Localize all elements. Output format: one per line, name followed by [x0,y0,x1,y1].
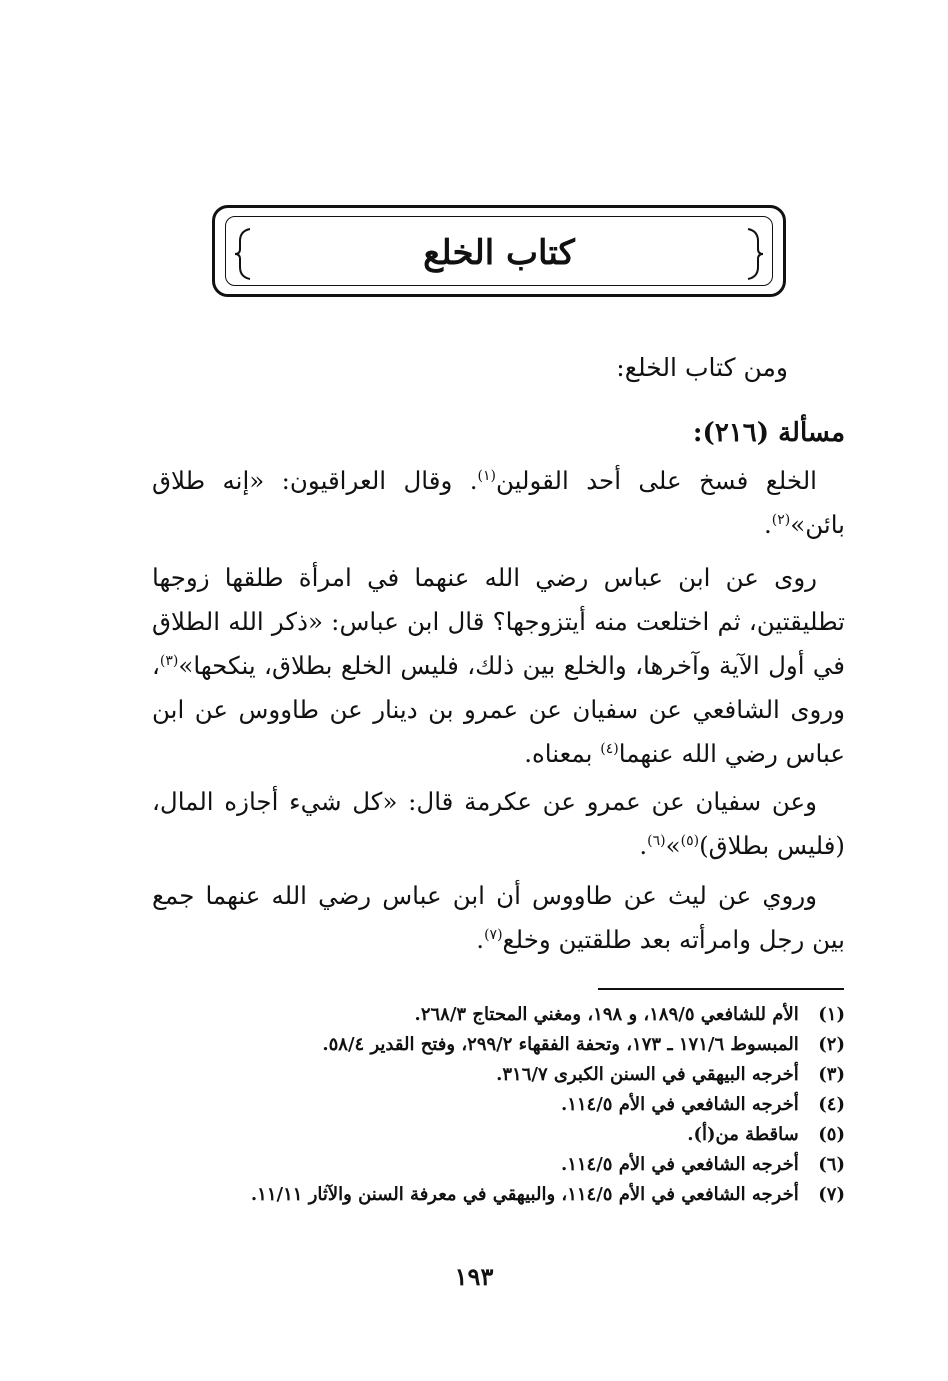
chapter-title-frame [212,205,786,297]
footnote-text: أخرجه الشافعي في الأم ١١٤/٥. [560,1154,799,1175]
footnote [150,1000,845,1030]
footnote-separator [598,988,844,990]
text-run: . [639,831,648,860]
footnote-number: (٢) [818,1034,845,1055]
footnote [150,1120,845,1150]
footnotes-list [150,1000,845,1210]
footnote-number: (٧) [818,1184,845,1205]
text-run: وروي عن ليث عن طاووس أن ابن عباس رضي الله عنهما جمع بين رجل وامرأته بعد طلقتين وخلع [152,881,845,954]
footnote [150,1030,845,1060]
footnote-ref: (٣) [159,652,179,669]
footnote-text: الأم للشافعي ١٨٩/٥، و ١٩٨، ومغني المحتاج ٢٦٨/٣. [414,1004,799,1025]
paragraph-2 [152,556,845,776]
footnote-text: أخرجه البيهقي في السنن الكبرى ٣١٦/٧. [496,1064,799,1085]
footnote-ref: (٤) [600,740,619,757]
footnote [150,1060,845,1090]
text-run: وعن سفيان عن عمرو عن عكرمة قال: «كل شيء أجازه المال، (فليس بطلاق) [152,787,845,860]
footnote-ref: (٧) [484,926,503,943]
text-run: » [665,831,681,860]
footnote-text: المبسوط ١٧١/٦ ـ ١٧٣، وتحفة الفقهاء ٢٩٩/٢، وفتح القدير ٥٨/٤. [322,1034,799,1055]
masala-heading: مسألة (٢١٦): [692,418,845,448]
paragraph-3 [152,780,845,868]
footnote-ref: (٢) [771,511,791,528]
page-number: ١٩٣ [454,1262,494,1291]
footnote-number: (٥) [818,1124,845,1145]
footnote-number: (١) [818,1004,845,1025]
footnote [150,1090,845,1120]
text-run: الخلع فسخ على أحد القولين [495,466,817,495]
section-intro: ومن كتاب الخلع: [616,353,788,382]
footnote [150,1150,845,1180]
text-run: بمعناه. [524,739,601,768]
text-run: . [763,510,772,539]
footnote-number: (٤) [818,1094,845,1115]
text-run: . وقال العراقيون: «إنه طلاق بائن» [152,466,845,539]
footnote [150,1180,845,1210]
text-run: ، وروى الشافعي عن سفيان عن عمرو بن دينار عن طاووس عن ابن عباس رضي الله عنهما [152,651,845,768]
text-run: روى عن ابن عباس رضي الله عنهما في امرأة طلقها زوجها تطليقتين، ثم اختلعت منه أيتزوجها؟ قال ابن عباس: «ذكر الله الطلاق في أول الآية وآخرها، والخلع بين ذلك، فليس الخلع بطلاق، ينكحها» [152,563,845,680]
footnote-number: (٣) [818,1064,845,1085]
footnote-ref: (٥) [680,832,700,849]
footnote-text: أخرجه الشافعي في الأم ١١٤/٥. [560,1094,799,1115]
footnote-ref: (٦) [647,832,666,849]
footnote-ref: (١) [477,467,496,484]
footnote-text: أخرجه الشافعي في الأم ١١٤/٥، والبيهقي في معرفة السنن والآثار ١١/١١. [250,1184,799,1205]
footnote-text: ساقطة من(أ). [687,1124,799,1145]
chapter-title: كتاب الخلع [423,233,575,273]
footnote-number: (٦) [818,1154,845,1175]
chapter-title-inner-border [225,216,773,286]
paragraph-1 [152,459,845,547]
paragraph-4 [152,874,845,962]
text-run: . [476,925,485,954]
